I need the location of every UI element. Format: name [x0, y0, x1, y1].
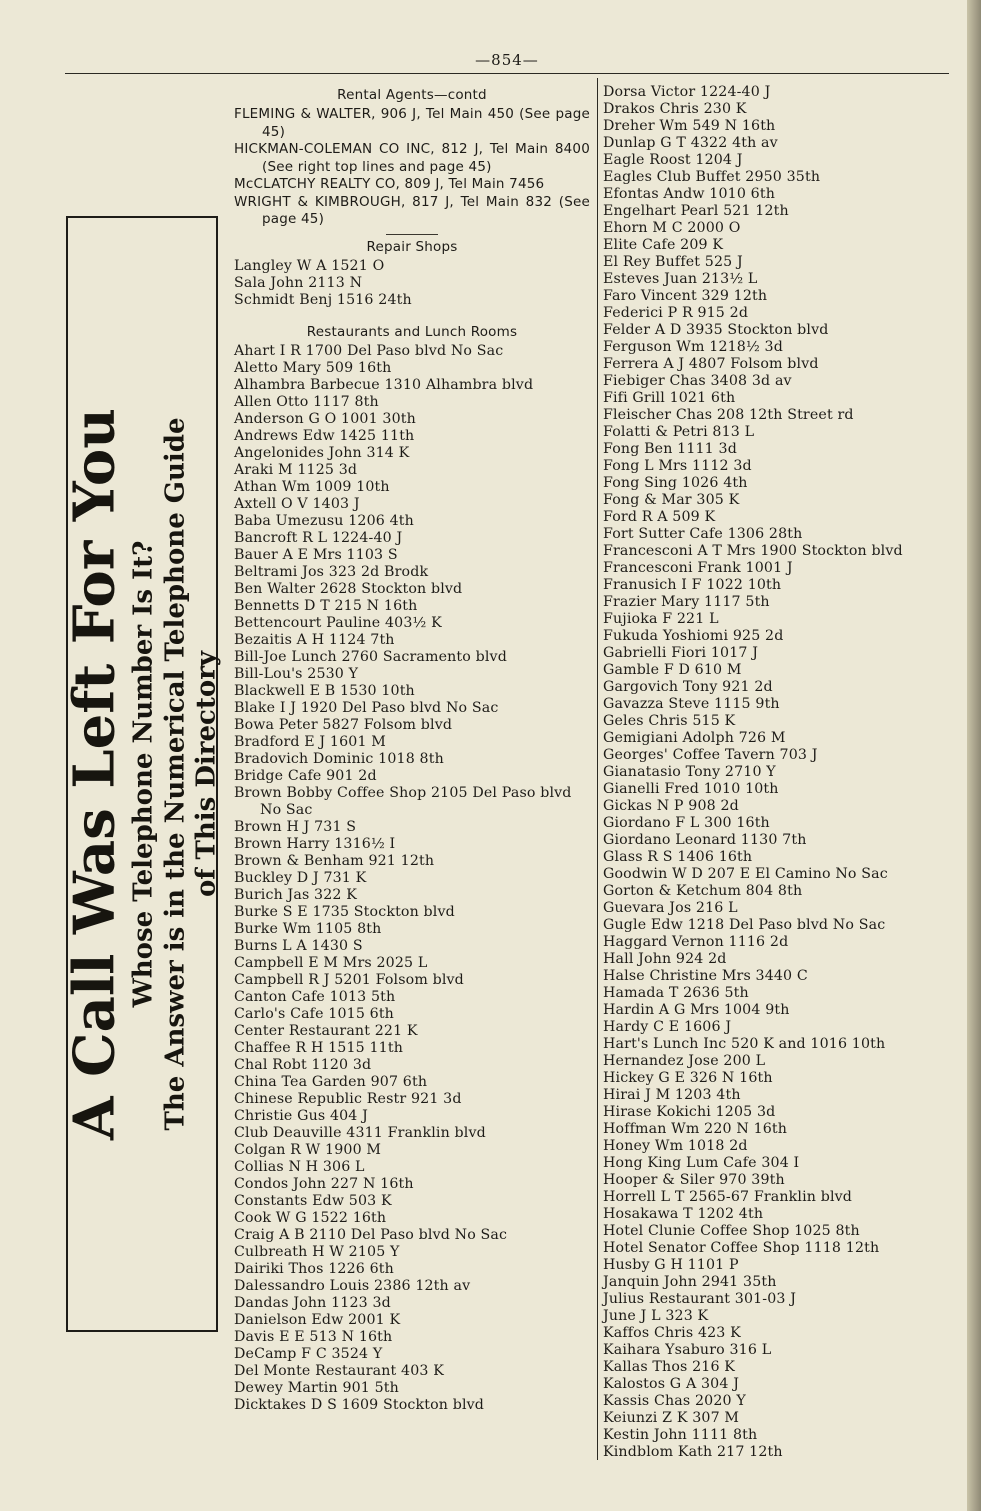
restaurant-entry: Kindblom Kath 217 12th	[603, 1444, 783, 1460]
restaurant-entry: Hardy C E 1606 J	[603, 1019, 732, 1035]
ad-headline: A Call Was Left For You	[61, 408, 128, 1140]
repair-shop-entry: Schmidt Benj 1516 24th	[234, 291, 412, 308]
restaurant-entry: Dairiki Thos 1226 6th	[234, 1260, 394, 1277]
restaurant-entry: Franusich I F 1022 10th	[603, 577, 782, 593]
restaurant-entry: Ferguson Wm 1218½ 3d	[603, 339, 783, 355]
restaurant-entry: Ahart I R 1700 Del Paso blvd No Sac	[234, 342, 504, 359]
restaurant-entry: Gianelli Fred 1010 10th	[603, 781, 779, 797]
ad-question: Whose Telephone Number Is It?	[128, 540, 159, 1008]
restaurant-entry: Brown Harry 1316½ I	[234, 835, 396, 852]
restaurant-entry: Carlo's Cafe 1015 6th	[234, 1005, 394, 1022]
restaurant-entry: Kaffos Chris 423 K	[603, 1325, 741, 1341]
restaurant-entry: Axtell O V 1403 J	[234, 495, 360, 512]
section-divider	[386, 234, 438, 235]
advertisement-box	[61, 216, 222, 1332]
restaurants-heading: Restaurants and Lunch Rooms	[306, 323, 518, 340]
ad-answer: The Answer is in the Numerical Telephone Guide	[160, 417, 191, 1131]
restaurant-entry: Beltrami Jos 323 2d Brodk	[234, 563, 429, 580]
restaurant-entry: Aletto Mary 509 16th	[234, 359, 392, 376]
header-rule	[65, 73, 949, 74]
restaurant-entry: Collias N H 306 L	[234, 1158, 365, 1175]
restaurant-entry: Bill-Joe Lunch 2760 Sacramento blvd	[234, 648, 507, 665]
restaurant-entry: Bradovich Dominic 1018 8th	[234, 750, 444, 767]
restaurant-entry: Culbreath H W 2105 Y	[234, 1243, 400, 1260]
restaurant-entry: Danielson Edw 2001 K	[234, 1311, 401, 1328]
restaurant-entry: Gargovich Tony 921 2d	[603, 679, 773, 695]
rental-agent-entry: WRIGHT & KIMBROUGH, 817 J, Tel Main 832 (See page 45)	[234, 193, 590, 227]
restaurant-entry: Esteves Juan 213½ L	[603, 271, 758, 287]
restaurant-entry: Hamada T 2636 5th	[603, 985, 749, 1001]
repair-shop-entry: Langley W A 1521 O	[234, 257, 385, 274]
restaurant-entry: Hart's Lunch Inc 520 K and 1016 10th	[603, 1036, 886, 1052]
restaurant-entry: Dreher Wm 549 N 16th	[603, 118, 776, 134]
restaurant-entry: Campbell R J 5201 Folsom blvd	[234, 971, 464, 988]
restaurant-entry: Faro Vincent 329 12th	[603, 288, 768, 304]
restaurant-entry: Janquin John 2941 35th	[603, 1274, 777, 1290]
restaurant-entry: Bridge Cafe 901 2d	[234, 767, 377, 784]
restaurant-entry: Fong & Mar 305 K	[603, 492, 740, 508]
restaurant-entry: Buckley D J 731 K	[234, 869, 367, 886]
restaurant-entry: Chinese Republic Restr 921 3d	[234, 1090, 462, 1107]
restaurant-entry: Dewey Martin 901 5th	[234, 1379, 399, 1396]
restaurant-entry: Condos John 227 N 16th	[234, 1175, 414, 1192]
restaurant-entry: Folatti & Petri 813 L	[603, 424, 755, 440]
restaurant-entry: Elite Cafe 209 K	[603, 237, 724, 253]
repair-shop-entry: Sala John 2113 N	[234, 274, 363, 291]
restaurant-entry: Hirase Kokichi 1205 3d	[603, 1104, 776, 1120]
restaurant-entry: Gabrielli Fiori 1017 J	[603, 645, 759, 661]
restaurant-entry: Ehorn M C 2000 O	[603, 220, 741, 236]
restaurant-entry: Burich Jas 322 K	[234, 886, 358, 903]
restaurant-entry: Frazier Mary 1117 5th	[603, 594, 770, 610]
restaurant-entry: Brown H J 731 S	[234, 818, 357, 835]
restaurant-entry: Dunlap G T 4322 4th av	[603, 135, 778, 151]
restaurant-entry: Hoffman Wm 220 N 16th	[603, 1121, 788, 1137]
restaurant-entry: Blake I J 1920 Del Paso blvd No Sac	[234, 699, 499, 716]
restaurant-entry: Gickas N P 908 2d	[603, 798, 739, 814]
rental-agent-entry: McCLATCHY REALTY CO, 809 J, Tel Main 7456	[234, 176, 545, 192]
restaurant-entry: Dorsa Victor 1224-40 J	[603, 84, 771, 100]
restaurant-list-left	[234, 343, 590, 1414]
restaurant-entry: Hardin A G Mrs 1004 9th	[603, 1002, 790, 1018]
restaurant-entry: Fifi Grill 1021 6th	[603, 390, 736, 406]
restaurant-entry: Hooper & Siler 970 39th	[603, 1172, 785, 1188]
restaurant-entry: Hall John 924 2d	[603, 951, 727, 967]
restaurant-entry: Bradford E J 1601 M	[234, 733, 386, 750]
rental-agent-entry: FLEMING & WALTER, 906 J, Tel Main 450 (See page 45)	[234, 106, 590, 140]
restaurant-entry: Christie Gus 404 J	[234, 1107, 368, 1124]
restaurant-entry: Eagle Roost 1204 J	[603, 152, 743, 168]
restaurant-entry: Burke S E 1735 Stockton blvd	[234, 903, 455, 920]
restaurant-entry: Hong King Lum Cafe 304 I	[603, 1155, 800, 1171]
restaurant-entry: Ferrera A J 4807 Folsom blvd	[603, 356, 819, 372]
restaurant-entry: Alhambra Barbecue 1310 Alhambra blvd	[234, 376, 534, 393]
restaurant-entry: Fiebiger Chas 3408 3d av	[603, 373, 792, 389]
right-column	[603, 84, 963, 1461]
restaurant-entry: Halse Christine Mrs 3440 C	[603, 968, 808, 984]
restaurant-entry: Ford R A 509 K	[603, 509, 716, 525]
restaurant-entry: Kestin John 1111 8th	[603, 1427, 758, 1443]
restaurant-entry: Fong Ben 1111 3d	[603, 441, 737, 457]
restaurant-entry: Colgan R W 1900 M	[234, 1141, 382, 1158]
restaurant-entry: Kalostos G A 304 J	[603, 1376, 740, 1392]
restaurant-entry: Bennetts D T 215 N 16th	[234, 597, 418, 614]
restaurant-entry: Campbell E M Mrs 2025 L	[234, 954, 428, 971]
restaurant-entry: Georges' Coffee Tavern 703 J	[603, 747, 818, 763]
restaurant-entry: Engelhart Pearl 521 12th	[603, 203, 789, 219]
restaurant-entry: Dandas John 1123 3d	[234, 1294, 391, 1311]
restaurant-entry: Bettencourt Pauline 403½ K	[234, 614, 442, 631]
restaurant-entry: El Rey Buffet 525 J	[603, 254, 743, 270]
restaurant-entry: Hirai J M 1203 4th	[603, 1087, 741, 1103]
restaurant-entry: Fong Sing 1026 4th	[603, 475, 748, 491]
restaurant-entry: Dalessandro Louis 2386 12th av	[234, 1277, 471, 1294]
restaurant-entry: Kallas Thos 216 K	[603, 1359, 736, 1375]
restaurant-entry: Center Restaurant 221 K	[234, 1022, 418, 1039]
restaurant-entry: Club Deauville 4311 Franklin blvd	[234, 1124, 486, 1141]
restaurant-entry: Bezaitis A H 1124 7th	[234, 631, 395, 648]
restaurant-entry: Constants Edw 503 K	[234, 1192, 392, 1209]
restaurant-entry: Eagles Club Buffet 2950 35th	[603, 169, 821, 185]
restaurant-entry: Kaihara Ysaburo 316 L	[603, 1342, 772, 1358]
restaurant-entry: Allen Otto 1117 8th	[234, 393, 379, 410]
restaurant-entry: Bauer A E Mrs 1103 S	[234, 546, 398, 563]
restaurant-entry: Andrews Edw 1425 11th	[234, 427, 415, 444]
restaurant-entry: Geles Chris 515 K	[603, 713, 736, 729]
restaurant-entry: Horrell L T 2565-67 Franklin blvd	[603, 1189, 853, 1205]
restaurant-entry: Bowa Peter 5827 Folsom blvd	[234, 716, 453, 733]
restaurant-entry: Gugle Edw 1218 Del Paso blvd No Sac	[603, 917, 886, 933]
restaurant-entry: Dicktakes D S 1609 Stockton blvd	[234, 1396, 485, 1413]
restaurant-entry: Hotel Senator Coffee Shop 1118 12th	[603, 1240, 880, 1256]
page-edge	[967, 0, 981, 1511]
restaurant-entry: Gamble F D 610 M	[603, 662, 742, 678]
restaurant-entry: Canton Cafe 1013 5th	[234, 988, 396, 1005]
restaurant-entry: Blackwell E B 1530 10th	[234, 682, 415, 699]
restaurant-entry: Brown & Benham 921 12th	[234, 852, 435, 869]
restaurant-entry: Hotel Clunie Coffee Shop 1025 8th	[603, 1223, 860, 1239]
restaurant-entry: Araki M 1125 3d	[234, 461, 358, 478]
restaurant-entry: China Tea Garden 907 6th	[234, 1073, 428, 1090]
restaurant-entry: June J L 323 K	[603, 1308, 709, 1324]
restaurant-entry: Francesconi A T Mrs 1900 Stockton blvd	[603, 543, 903, 559]
restaurant-entry: Haggard Vernon 1116 2d	[603, 934, 789, 950]
restaurant-entry: Chaffee R H 1515 11th	[234, 1039, 403, 1056]
restaurant-entry: Burns L A 1430 S	[234, 937, 363, 954]
restaurant-entry: Brown Bobby Coffee Shop 2105 Del Paso blvd No Sac	[234, 784, 572, 818]
rental-agent-entry: HICKMAN-COLEMAN CO INC, 812 J, Tel Main 8400 (See right top lines and page 45)	[234, 141, 590, 175]
restaurant-entry: Giordano F L 300 16th	[603, 815, 770, 831]
restaurant-list-right	[603, 84, 963, 1461]
page-number: —854—	[475, 51, 539, 69]
restaurant-entry: Efontas Andw 1010 6th	[603, 186, 775, 202]
restaurant-entry: DeCamp F C 3524 Y	[234, 1345, 383, 1362]
restaurant-entry: Julius Restaurant 301-03 J	[603, 1291, 797, 1307]
restaurant-entry: Felder A D 3935 Stockton blvd	[603, 322, 829, 338]
restaurant-entry: Honey Wm 1018 2d	[603, 1138, 748, 1154]
restaurant-entry: Keiunzi Z K 307 M	[603, 1410, 740, 1426]
restaurant-entry: Ben Walter 2628 Stockton blvd	[234, 580, 463, 597]
restaurant-entry: Giordano Leonard 1130 7th	[603, 832, 807, 848]
restaurant-entry: Chal Robt 1120 3d	[234, 1056, 372, 1073]
restaurant-entry: Baba Umezusu 1206 4th	[234, 512, 414, 529]
restaurant-entry: Davis E E 513 N 16th	[234, 1328, 393, 1345]
restaurant-entry: Federici P R 915 2d	[603, 305, 749, 321]
restaurant-entry: Bill-Lou's 2530 Y	[234, 665, 359, 682]
restaurant-entry: Guevara Jos 216 L	[603, 900, 738, 916]
restaurant-entry: Kassis Chas 2020 Y	[603, 1393, 746, 1409]
restaurant-entry: Francesconi Frank 1001 J	[603, 560, 793, 576]
restaurant-entry: Gavazza Steve 1115 9th	[603, 696, 780, 712]
restaurant-entry: Hickey G E 326 N 16th	[603, 1070, 773, 1086]
left-column	[234, 84, 590, 1414]
restaurant-entry: Gemigiani Adolph 726 M	[603, 730, 786, 746]
restaurant-entry: Del Monte Restaurant 403 K	[234, 1362, 444, 1379]
rental-agents-list	[234, 106, 590, 229]
restaurant-entry: Bancroft R L 1224-40 J	[234, 529, 403, 546]
column-divider	[597, 78, 598, 1460]
restaurant-entry: Fort Sutter Cafe 1306 28th	[603, 526, 803, 542]
restaurant-entry: Fleischer Chas 208 12th Street rd	[603, 407, 854, 423]
restaurant-entry: Glass R S 1406 16th	[603, 849, 753, 865]
restaurant-entry: Goodwin W D 207 E El Camino No Sac	[603, 866, 888, 882]
restaurant-entry: Hosakawa T 1202 4th	[603, 1206, 764, 1222]
restaurant-entry: Gorton & Ketchum 804 8th	[603, 883, 803, 899]
repair-shops-heading: Repair Shops	[366, 238, 458, 255]
restaurant-entry: Anderson G O 1001 30th	[234, 410, 416, 427]
restaurant-entry: Fong L Mrs 1112 3d	[603, 458, 752, 474]
restaurant-entry: Drakos Chris 230 K	[603, 101, 747, 117]
restaurant-entry: Fujioka F 221 L	[603, 611, 719, 627]
restaurant-entry: Hernandez Jose 200 L	[603, 1053, 766, 1069]
restaurant-entry: Burke Wm 1105 8th	[234, 920, 382, 937]
restaurant-entry: Fukuda Yoshiomi 925 2d	[603, 628, 784, 644]
restaurant-entry: Craig A B 2110 Del Paso blvd No Sac	[234, 1226, 508, 1243]
restaurant-entry: Cook W G 1522 16th	[234, 1209, 387, 1226]
restaurant-entry: Athan Wm 1009 10th	[234, 478, 390, 495]
restaurant-entry: Husby G H 1101 P	[603, 1257, 739, 1273]
repair-shops-list	[234, 258, 590, 309]
rental-agents-heading: Rental Agents—contd	[337, 87, 487, 103]
ad-answer-cont: of This Directory	[191, 650, 222, 898]
advertisement-text	[62, 224, 223, 1324]
restaurant-entry: Gianatasio Tony 2710 Y	[603, 764, 776, 780]
restaurant-entry: Angelonides John 314 K	[234, 444, 410, 461]
